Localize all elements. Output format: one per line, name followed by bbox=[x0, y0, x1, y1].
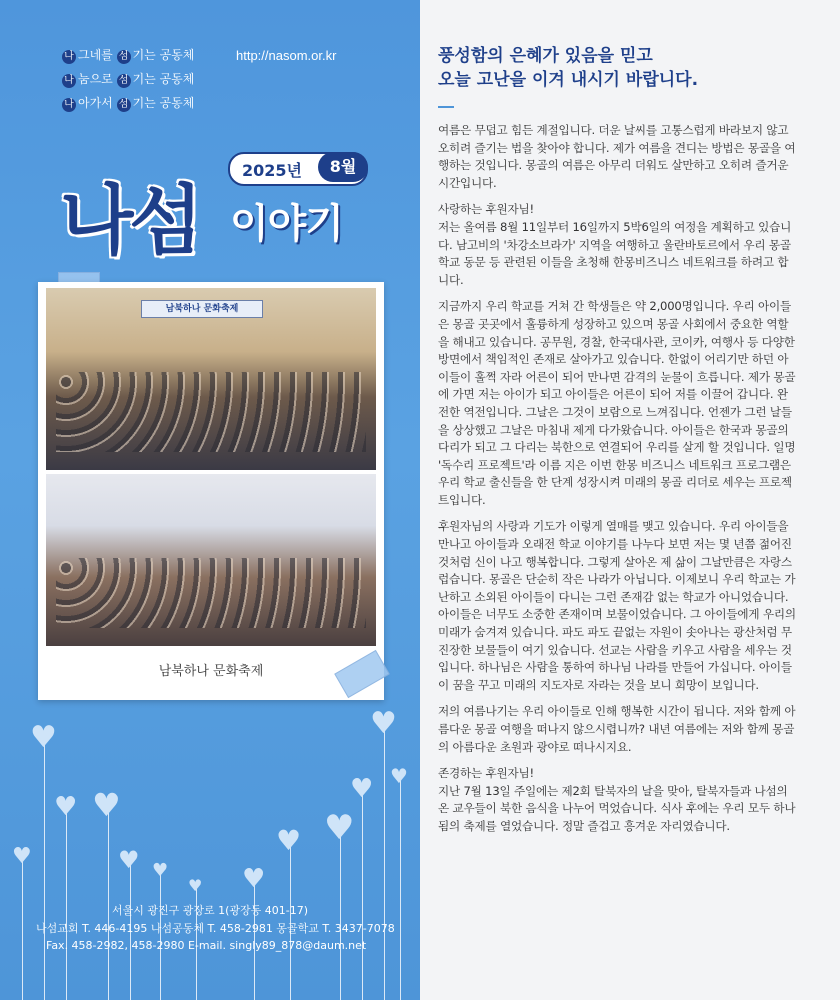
headline-line-2: 오늘 고난을 이겨 내시기 바랍니다. bbox=[438, 70, 699, 90]
website-url[interactable]: http://nasom.or.kr bbox=[236, 48, 337, 63]
issue-year: 2025년 bbox=[242, 161, 302, 180]
heart-icon: ♥ bbox=[188, 876, 203, 895]
stem bbox=[384, 720, 385, 1000]
crowd-illustration bbox=[56, 372, 366, 452]
group-photo bbox=[46, 288, 376, 470]
paragraph: 저의 여름나기는 우리 아이들로 인해 행복한 시간이 됩니다. 저와 함께 아름다운 몽골 여행을 떠나지 않으시렵니까? 내년 여름에는 저와 함께 몽골의 아름다운 초원과 광야로 떠나시지요. bbox=[438, 704, 796, 754]
headline-divider bbox=[438, 106, 454, 108]
motto-tail: 기는 공동체 bbox=[132, 72, 195, 86]
motto-mid-badge: 섬 bbox=[117, 74, 131, 88]
motto-text: 눔으로 bbox=[78, 72, 117, 86]
heart-icon: ♥ bbox=[152, 860, 169, 881]
heart-icon: ♥ bbox=[324, 808, 355, 848]
heart-icon: ♥ bbox=[12, 844, 32, 869]
heart-icon: ♥ bbox=[350, 774, 374, 804]
motto-lead-badge: 나 bbox=[62, 50, 76, 64]
stem bbox=[108, 800, 109, 1000]
newsletter-title: 나섬 bbox=[60, 176, 199, 265]
paragraph: 후원자님의 사랑과 기도가 이렇게 열매를 맺고 있습니다. 우리 아이들을 만나고 아이들과 오래전 학교 이야기를 나누다 보면 저는 몇 년쯤 젊어진 것처럼 신이 나고 행복합니다. 그렇게 살아온 제 삶이 그날만큼은 자랑스럽습니다. 몽골은 단순히 작은 나라가 아닙니다. 이제보니 우리 학교는 가난하고 소외된 아이들이 다니는 그런 존재감 없는 학교가 아니었습니다. 아이들은 너무도 소중한 존재이며 보물이었습니다. 그 아이들에게 우리의 미래가 숨겨져 있습니다. 파도 파도 끝없는 자원이 솟아나는 광산처럼 무진장한 보물들이 여기 있습니다. 선교는 사람을 키우고 사람을 세우는 것입니다. 하나님은 사람을 통하여 하나님 나라를 만들어 가십니다. 아이들이 꿈을 꾸고 미래의 지도자로 자라는 것을 보니 희망이 보입니다. bbox=[438, 519, 796, 692]
motto-mid-badge: 섬 bbox=[117, 98, 131, 112]
contact-info bbox=[36, 920, 395, 952]
motto-lead-badge: 나 bbox=[62, 98, 76, 112]
motto-tail: 기는 공동체 bbox=[132, 48, 195, 62]
motto-line-1 bbox=[62, 46, 194, 64]
phone-numbers: 나섬교회 T. 446-4195 나섬공동체 T. 458-2981 몽골학교 T. 3437-7078 bbox=[36, 922, 395, 935]
paragraph bbox=[438, 765, 798, 835]
dining-hall-photo bbox=[46, 474, 376, 646]
paragraph-text: 저는 올여름 8월 11일부터 16일까지 5박6일의 여정을 계획하고 있습니다. 남고비의 '차강소브라가' 지역을 여행하고 울란바토르에서 우리 몽골학교 동문 등 관련된 이들을 초청해 한몽비즈니스 네트워크를 하려고 합니다. bbox=[438, 219, 792, 287]
issue-badge bbox=[228, 152, 368, 186]
event-banner: 남북하나 문화축제 bbox=[141, 300, 263, 318]
letter-body bbox=[438, 122, 798, 845]
crowd-illustration bbox=[56, 558, 366, 628]
letter-headline bbox=[438, 44, 818, 92]
heart-icon: ♥ bbox=[30, 720, 57, 755]
heart-icon: ♥ bbox=[276, 824, 302, 857]
issue-month: 8월 bbox=[318, 152, 368, 182]
motto-line-3 bbox=[62, 94, 194, 112]
greeting: 사랑하는 후원자님! bbox=[438, 202, 534, 217]
stem bbox=[362, 790, 363, 1000]
stem bbox=[44, 730, 45, 1000]
motto-text: 아가서 bbox=[78, 96, 117, 110]
motto-mid-badge: 섬 bbox=[117, 50, 131, 64]
hearts-decoration bbox=[0, 700, 420, 1000]
stem bbox=[400, 780, 401, 1000]
heart-icon: ♥ bbox=[242, 864, 266, 894]
fax-email[interactable]: Fax. 458-2982, 458-2980 E-mail. singly89_878@daum.net bbox=[46, 939, 367, 952]
headline-line-1: 풍성함의 은혜가 있음을 믿고 bbox=[438, 46, 653, 66]
address: 서울시 광진구 광장로 1(광장동 401-17) bbox=[111, 904, 309, 917]
motto-line-2 bbox=[62, 70, 194, 88]
heart-icon: ♥ bbox=[92, 786, 121, 824]
newsletter-subtitle: 이야기 bbox=[230, 201, 343, 247]
heart-icon: ♥ bbox=[370, 706, 397, 741]
motto-lead-badge: 나 bbox=[62, 74, 76, 88]
stem bbox=[22, 860, 23, 1000]
photo-caption: 남북하나 문화축제 bbox=[158, 664, 264, 679]
motto-text: 그네를 bbox=[78, 48, 117, 62]
paragraph bbox=[438, 201, 798, 289]
paragraph: 여름은 무덥고 힘든 계절입니다. 더운 날씨를 고통스럽게 바라보지 않고 오히려 즐기는 법을 찾아야 합니다. 제가 여름을 견디는 방법은 몽골을 여행하는 것입니다. 몽골의 여름은 아무리 더워도 살만하고 오히려 즐거운 시간입니다. bbox=[438, 123, 796, 190]
heart-icon: ♥ bbox=[118, 846, 140, 874]
greeting: 존경하는 후원자님! bbox=[438, 766, 534, 781]
photo-frame bbox=[38, 282, 384, 700]
heart-icon: ♥ bbox=[390, 764, 408, 788]
paragraph-text: 지난 7월 13일 주일에는 제2회 탈북자의 날을 맞아, 탈북자들과 나섬의 온 교우들이 북한 음식을 나누어 먹었습니다. 식사 후에는 우리 모두 하나 됨의 축제를 열었습니다. 정말 즐겁고 흥겨운 자리였습니다. bbox=[438, 783, 796, 833]
paragraph: 지금까지 우리 학교를 거쳐 간 학생들은 약 2,000명입니다. 우리 아이들은 몽골 곳곳에서 훌륭하게 성장하고 있으며 몽골 사회에서 중요한 역할을 해내고 있습니다. 공무원, 경찰, 한국대사관, 코이카, 여행사 등 다양한 방면에서 책임적인 존재로 살아가고 있습니다. 한없이 어리기만 하던 아이들이 훌쩍 자라 어른이 되어 만나면 감격의 눈물이 흐릅니다. 제가 몽골에 가면 저는 아이가 되고 아이들은 어른이 되어 저를 이끌어 갑니다. 완전한 역전입니다. 그날은 그것이 보람으로 느껴집니다. 언젠가 그런 날들을 상상했고 그날은 마침내 제게 다가왔습니다. 아이들은 한국과 몽골의 다리가 되고 그 다리는 북한으로 연결되어 우리를 살게 할 것입니다. 일명 '독수리 프로젝트'라 이름 지은 이번 한몽 비즈니스 네트워크 프로그램은 우리 학교 출신들을 한 단계 성장시켜 미래의 몽골 리더로 세우는 프로젝트입니다. bbox=[438, 299, 796, 507]
heart-icon: ♥ bbox=[54, 792, 78, 822]
motto-tail: 기는 공동체 bbox=[132, 96, 195, 110]
